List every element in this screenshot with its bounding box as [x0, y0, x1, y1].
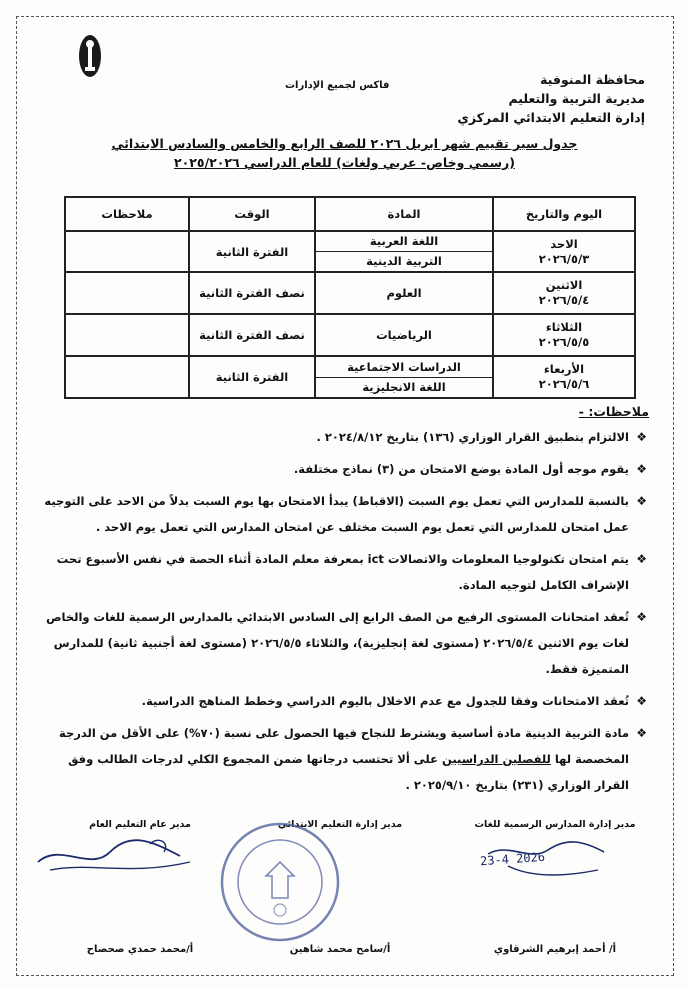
subject-cell — [315, 231, 493, 272]
diamond-bullet-icon: ❖ — [636, 430, 647, 444]
notes-section — [34, 400, 649, 804]
note-item: ❖ يقوم موجه أول المادة بوضع الامتحان من (٣) نماذج مختلفة. — [34, 456, 649, 482]
note-item: ❖ تُعقد امتحانات المستوى الرفيع من الصف الرابع إلى السادس الابتدائي بالمدارس الرسمية للغات والخاص لغات يوم الاثنين ٢٠٢٦/٥/٤ (مستوى لغة إنجليزية)، والثلاثاء ٢٠٢٦/٥/٥ (مستوى لغة أجنبية ثانية) للمدارس المتميزة فقط. — [34, 604, 649, 682]
subject-cell: العلوم — [315, 272, 493, 314]
signature-block-primary-education: مدير إدارة التعليم الابتدائي أ/سامح محمد شاهين — [277, 819, 403, 955]
title-line-1: جدول سير تقييم شهر ابريل ٢٠٢٦ للصف الرابع والخامس والسادس الابتدائي — [111, 136, 578, 151]
directorate: مديرية التربية والتعليم — [508, 91, 645, 106]
day-date: ٢٠٢٦/٥/٦ — [538, 377, 590, 391]
signature-block-official-languages: مدير إدارة المدارس الرسمية للغات أ/ أحمد إبرهيم الشرقاوي — [474, 819, 636, 955]
table-row — [65, 314, 635, 356]
day-date: ٢٠٢٦/٥/٤ — [538, 293, 590, 307]
note-item: ❖ يتم امتحان تكنولوجيا المعلومات والاتصالات ict بمعرفة معلم المادة أثناء الحصة في نفس الأسبوع تحت الإشراف الكامل لتوجيه المادة. — [34, 546, 649, 598]
time-cell: نصف الفترة الثانية — [189, 272, 315, 314]
diamond-bullet-icon: ❖ — [636, 462, 647, 476]
day-name: الثلاثاء — [545, 320, 583, 334]
issuer-header — [457, 70, 645, 127]
time-cell: الفترة الثانية — [189, 356, 315, 398]
table-row — [65, 356, 635, 398]
time-cell: الفترة الثانية — [189, 231, 315, 272]
note-item: ❖ مادة التربية الدينية مادة أساسية ويشترط للنجاح فيها الحصول على نسبة (٧٠%) على الأقل من الدرجة المخصصة لها للفصلين الدراسيين على ألا تحتسب درجاتها ضمن المجموع الكلي لدرجات الطالب وفق القرار الوزاري (٢٣١) بتاريخ ٢٠٢٥/٩/١٠ . — [34, 720, 649, 798]
handwritten-date: 23-4 2026 — [479, 849, 546, 869]
day-cell — [493, 272, 635, 314]
administration: إدارة التعليم الابتدائي المركزي — [457, 110, 645, 125]
day-cell — [493, 356, 635, 398]
header-time: الوقت — [189, 197, 315, 231]
header-subject: المادة — [315, 197, 493, 231]
title-line-2: (رسمي وخاص- عربي ولغات) للعام الدراسي ٢٠٢٥/٢٠٢٦ — [174, 155, 515, 170]
time-cell: نصف الفترة الثانية — [189, 314, 315, 356]
diamond-bullet-icon: ❖ — [636, 726, 647, 740]
notes-cell — [65, 314, 189, 356]
header-notes: ملاحظات — [65, 197, 189, 231]
diamond-bullet-icon: ❖ — [636, 552, 647, 566]
day-date: ٢٠٢٦/٥/٥ — [538, 335, 590, 349]
table-row — [65, 272, 635, 314]
signature-block-general-education: مدير عام التعليم العام أ/محمد حمدي صحصاح — [86, 819, 194, 955]
subject-cell — [315, 356, 493, 398]
subject-cell: الرياضيات — [315, 314, 493, 356]
document-title — [60, 134, 629, 172]
day-cell — [493, 231, 635, 272]
diamond-bullet-icon: ❖ — [636, 494, 647, 508]
day-name: الاثنين — [545, 278, 583, 292]
schedule-table — [64, 196, 636, 399]
day-date: ٢٠٢٦/٥/٣ — [538, 251, 590, 266]
day-cell — [493, 314, 635, 356]
notes-cell — [65, 272, 189, 314]
fax-note: فاكس لجميع الإدارات — [285, 80, 390, 91]
note-item: ❖ الالتزام بتطبيق القرار الوزاري (١٣٦) بتاريخ ٢٠٢٤/٨/١٢ . — [34, 424, 649, 450]
note-item: ❖ تُعقد الامتحانات وفقا للجدول مع عدم الاخلال باليوم الدراسي وخطط المناهج الدراسية. — [34, 688, 649, 714]
subject-name: اللغة العربية — [316, 232, 492, 252]
diamond-bullet-icon: ❖ — [636, 610, 647, 624]
ministry-logo-icon — [78, 34, 102, 78]
governorate: محافظة المنوفية — [540, 72, 645, 87]
handwritten-signature-icon — [30, 832, 200, 882]
subject-name: اللغة الانجليزية — [362, 379, 446, 394]
header-day: اليوم والتاريخ — [493, 197, 635, 231]
note-item: ❖ بالنسبة للمدارس التي تعمل يوم السبت (الاقباط) يبدأ الامتحان بها يوم السبت بدلاً من الاحد على التوجيه عمل امتحان للمدارس التي تعمل يوم السبت مختلف عن امتحان المدارس التي تعمل يوم الاحد . — [34, 488, 649, 540]
day-name: الأربعاء — [543, 362, 585, 376]
notes-cell — [65, 356, 189, 398]
subject-name: التربية الدينية — [366, 254, 442, 268]
day-name: الاحد — [550, 236, 578, 251]
subject-name: الدراسات الاجتماعية — [316, 358, 492, 378]
notes-cell — [65, 231, 189, 272]
diamond-bullet-icon: ❖ — [636, 694, 647, 708]
table-row — [65, 231, 635, 272]
official-stamp-icon — [218, 820, 342, 944]
notes-heading: ملاحظات: - — [578, 404, 649, 419]
table-header-row — [65, 197, 635, 231]
